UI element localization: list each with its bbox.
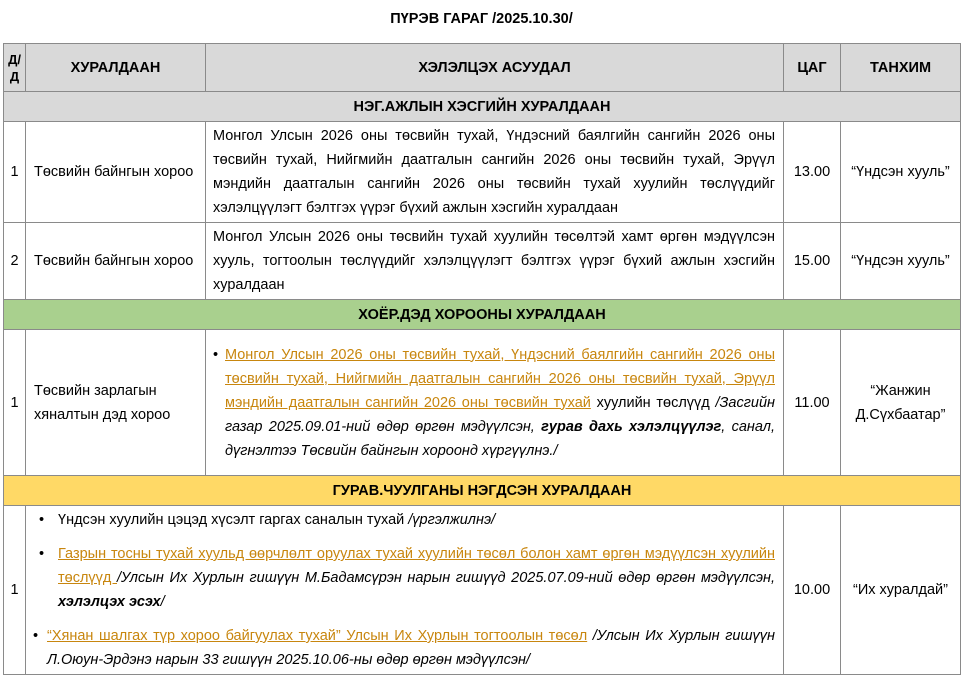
meeting-time: 15.00: [784, 223, 841, 300]
meeting-room: “Үндсэн хууль”: [841, 223, 961, 300]
item-stage: хэлэлцэх эсэх: [58, 594, 161, 610]
table-row: [4, 506, 961, 675]
item-text: Үндсэн хуулийн цэцэд хүсэлт гаргах саналын тухай: [58, 512, 409, 528]
row-number: 2: [4, 223, 26, 300]
item-note: /үргэлжилнэ/: [408, 512, 496, 528]
meeting-room: “Их хуралдай”: [841, 506, 961, 675]
list-item: [33, 508, 775, 532]
section-header: [4, 476, 961, 506]
row-number: 1: [4, 122, 26, 223]
section2-title: ХОЁР.ДЭД ХОРООНЫ ХУРАЛДААН: [4, 300, 961, 330]
header-time: ЦАГ: [784, 44, 841, 92]
row-number: 1: [4, 330, 26, 476]
header-room: ТАНХИМ: [841, 44, 961, 92]
issue-text: хуулийн төслүүд: [590, 394, 716, 411]
meeting-room: “Жанжин Д.Сүхбаатар”: [841, 330, 961, 476]
committee-name: Төсвийн зарлагын хяналтын дэд хороо: [26, 330, 206, 476]
issue-stage: гурав дахь хэлэлцүүлэг: [541, 418, 722, 435]
draft-law-link[interactable]: Газрын тосны тухай хуульд өөрчлөлт оруулах тухай хуулийн төсөл болон хамт өргөн мэдүүлсэн хуулийн төслүүд: [58, 546, 775, 586]
agenda-issue: Монгол Улсын 2026 оны төсвийн тухай хуулийн төсөлтэй хамт өргөн мэдүүлсэн хууль, тогтоолын төслүүдийг хэлэлцүүлэгт бэлтгэх үүрэг бүхий ажлын хэсгийн хуралдаан: [206, 223, 784, 300]
agenda-issue: Монгол Улсын 2026 оны төсвийн тухай, Үндэсний баялгийн сангийн 2026 оны төсвийн тухай, Нийгмийн даатгалын сангийн 2026 оны төсвийн тухай, Эрүүл мэндийн даатгалын сангийн 2026 оны төсвийн тухай хуулийн төслүүдийг хэлэлцүүлэгт бэлтгэх үүрэг бүхий ажлын хэсгийн хуралдаан: [206, 122, 784, 223]
header-issue: ХЭЛЭЛЦЭХ АСУУДАЛ: [206, 44, 784, 92]
meeting-time: 10.00: [784, 506, 841, 675]
table-header-row: [4, 44, 961, 92]
agenda-issue: [206, 330, 784, 476]
header-num: Д/ Д: [4, 44, 26, 92]
list-item: [33, 624, 775, 672]
table-row: [4, 122, 961, 223]
list-item: [33, 542, 775, 614]
item-note: /Улсын Их Хурлын гишүүн Л.Оюун-Эрдэнэ нарын 33 гишүүн 2025.10.06-ны өдөр өргөн мэдүүлсэн/: [47, 628, 775, 668]
committee-name: Төсвийн байнгын хороо: [26, 223, 206, 300]
plenary-agenda: [26, 506, 784, 675]
draft-law-link[interactable]: Монгол Улсын 2026 оны төсвийн тухай, Үндэсний баялгийн сангийн 2026 оны төсвийн тухай, Нийгмийн даатгалын сангийн 2026 оны төсвийн тухай, Эрүүл мэндийн даатгалын сангийн 2026 оны төсвийн тухай: [225, 346, 775, 411]
committee-name: Төсвийн байнгын хороо: [26, 122, 206, 223]
schedule-table: [3, 43, 961, 675]
meeting-time: 13.00: [784, 122, 841, 223]
section3-title: ГУРАВ.ЧУУЛГАНЫ НЭГДСЭН ХУРАЛДААН: [4, 476, 961, 506]
section1-title: НЭГ.АЖЛЫН ХЭСГИЙН ХУРАЛДААН: [4, 92, 961, 122]
meeting-time: 11.00: [784, 330, 841, 476]
agenda-list: [33, 508, 775, 672]
page-title: ПҮРЭВ ГАРАГ /2025.10.30/: [390, 11, 573, 27]
row-number: 1: [4, 506, 26, 675]
table-row: [4, 330, 961, 476]
issue-note: /Засгийн газар 2025.09.01-ний өдөр өргөн мэдүүлсэн,: [225, 394, 775, 435]
section-header: [4, 300, 961, 330]
agenda-bullet-item: [213, 343, 775, 463]
resolution-link[interactable]: “Хянан шалгах түр хороо байгуулах тухай” Улсын Их Хурлын тогтоолын төсөл: [47, 628, 588, 644]
table-row: [4, 223, 961, 300]
item-note: /Улсын Их Хурлын гишүүн М.Бадамсүрэн нарын гишүүд 2025.07.09-ний өдөр өргөн мэдүүлсэн,: [117, 570, 776, 586]
item-note-end: /: [160, 594, 165, 610]
issue-note-end: , санал, дүгнэлтээ Төсвийн байнгын хороонд хүргүүлнэ./: [225, 418, 775, 459]
section-header: [4, 92, 961, 122]
header-meeting: ХУРАЛДААН: [26, 44, 206, 92]
meeting-room: “Үндсэн хууль”: [841, 122, 961, 223]
